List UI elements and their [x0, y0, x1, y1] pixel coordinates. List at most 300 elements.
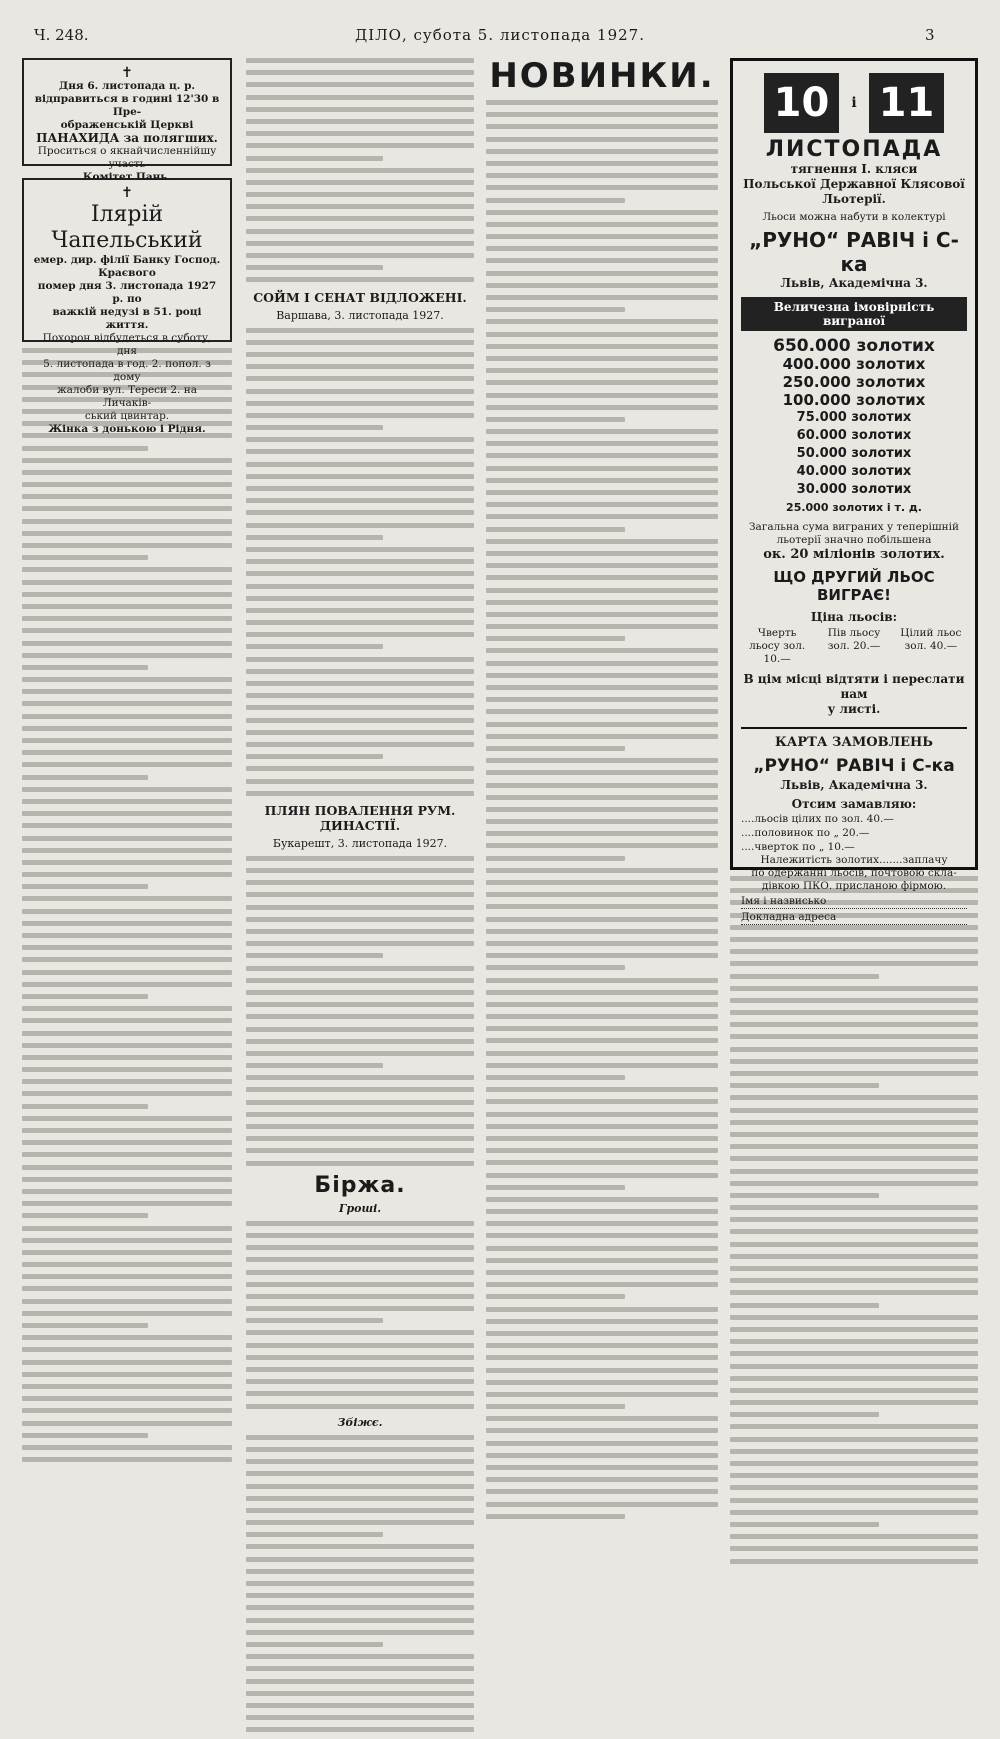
- text-line: [486, 453, 718, 458]
- text-line: [486, 441, 718, 446]
- text-line: [246, 705, 474, 710]
- order-line: Належитість золотих.......заплачу: [760, 854, 948, 866]
- text-line: [22, 714, 232, 719]
- text-line: [246, 498, 474, 503]
- text-line: [22, 1067, 232, 1072]
- text-line: [22, 945, 232, 950]
- text-line: [486, 575, 718, 580]
- text-line: [486, 1051, 718, 1056]
- text-line: [486, 917, 718, 922]
- order-intro: Отсим замавляю:: [791, 797, 917, 811]
- text-line: [246, 1379, 474, 1384]
- text-line: [486, 1331, 718, 1336]
- obit-line: важкій недузі в 51. році життя.: [52, 306, 202, 331]
- text-line: [730, 1229, 978, 1234]
- text-line: [246, 462, 474, 467]
- draw-line: Льотерії.: [822, 192, 886, 206]
- text-line: [22, 1421, 232, 1426]
- text-line: [486, 1368, 718, 1373]
- text-line: [486, 770, 718, 775]
- text-line: [486, 1124, 718, 1129]
- text-line: [730, 1351, 978, 1356]
- obit-line: Похорон відбудеться в суботу, дня: [42, 332, 212, 357]
- text-line: [22, 836, 232, 841]
- text-line: [246, 1257, 474, 1262]
- text-line: [486, 661, 718, 666]
- text-line: [246, 1100, 474, 1105]
- text-line: [22, 628, 232, 633]
- text-line: [730, 925, 978, 930]
- date-11: 11: [869, 73, 945, 133]
- text-line: [730, 1339, 978, 1344]
- text-line: [22, 592, 232, 597]
- text-line: [22, 470, 232, 475]
- text-line: [246, 742, 474, 747]
- text-line: [486, 673, 718, 678]
- text-line: [246, 730, 474, 735]
- text-line: [486, 588, 718, 593]
- text-line: [486, 990, 718, 995]
- text-line: [246, 1027, 474, 1032]
- obit-line: помер дня 3. листопада 1927 р. по: [37, 280, 217, 305]
- text-line: [486, 368, 718, 373]
- text-line: [486, 1063, 718, 1068]
- order-line[interactable]: ....половинок по „ 20.—: [741, 827, 870, 839]
- text-line: [486, 734, 718, 739]
- text-line: [246, 401, 474, 406]
- prize-line: 40.000 золотих: [796, 464, 912, 479]
- text-line: [486, 783, 718, 788]
- obit-line: Жінка з донькою і Рідня.: [48, 423, 206, 435]
- text-line: [486, 161, 718, 166]
- text-line: [730, 1534, 978, 1539]
- text-line: [486, 1221, 718, 1226]
- text-line: [22, 665, 148, 670]
- article-dateline: Варшава, 3. листопада 1927.: [276, 308, 444, 322]
- text-line: [246, 364, 474, 369]
- subsection-money: Гроші.: [338, 1201, 382, 1215]
- text-line: [486, 222, 718, 227]
- text-line: [246, 596, 474, 601]
- text-line: [246, 718, 474, 723]
- text-line: [246, 1075, 474, 1080]
- text-line: [730, 1205, 978, 1210]
- text-line: [486, 856, 625, 861]
- text-line: [730, 1278, 978, 1283]
- notice-line: Проситься о якнайчисленнійшу участь: [37, 145, 217, 170]
- text-line: [246, 1343, 474, 1348]
- text-line: [22, 1323, 148, 1328]
- text-line: [22, 1360, 232, 1365]
- text-line: [246, 1666, 474, 1671]
- text-line: [486, 356, 718, 361]
- text-line: [246, 1447, 474, 1452]
- text-line: [486, 941, 718, 946]
- price-quarter: Чверть льосу зол. 10.—: [749, 627, 806, 665]
- text-line: [486, 746, 625, 751]
- text-line: [486, 1197, 718, 1202]
- text-line: [486, 393, 718, 398]
- text-line: [730, 1388, 978, 1393]
- text-line: [730, 1412, 879, 1417]
- text-line: [246, 1544, 474, 1549]
- order-line: по одержанні льосів, почтовою скла-: [751, 867, 957, 879]
- text-line: [730, 1169, 978, 1174]
- total-line: льотерії значно побільшена: [776, 534, 932, 546]
- text-line: [486, 1026, 718, 1031]
- text-line: [246, 1245, 474, 1250]
- text-line: [730, 1522, 879, 1527]
- prize-line: 30.000 золотих: [796, 482, 912, 497]
- text-line: [730, 1217, 978, 1222]
- text-line: [22, 446, 148, 451]
- text-line: [246, 352, 474, 357]
- price-title: Ціна льосів:: [810, 610, 898, 624]
- text-line: [246, 107, 474, 112]
- text-line: [486, 1465, 718, 1470]
- page-number: 3: [925, 26, 935, 44]
- text-line: [486, 612, 718, 617]
- order-line[interactable]: ....льосів цілих по зол. 40.—: [741, 813, 894, 825]
- text-line: [730, 1193, 879, 1198]
- text-line: [486, 929, 718, 934]
- text-line: [486, 173, 718, 178]
- obit-line: емер. дир. філії Банку Господ.: [33, 254, 221, 266]
- text-line: [486, 1099, 718, 1104]
- text-line: [486, 1355, 718, 1360]
- text-line: [22, 1177, 232, 1182]
- text-line: [246, 571, 474, 576]
- text-line: [486, 1307, 718, 1312]
- column-1: [22, 58, 232, 1469]
- text-line: [22, 896, 232, 901]
- text-line: [486, 380, 718, 385]
- text-line: [486, 1428, 718, 1433]
- text-line: [486, 1038, 718, 1043]
- text-line: [246, 1520, 474, 1525]
- text-line: [22, 775, 148, 780]
- section-title-exchange: Біржа.: [314, 1172, 406, 1198]
- article-dateline: Букарешт, 3. листопада 1927.: [272, 836, 448, 850]
- text-line: [22, 641, 232, 646]
- obituary-notice: [22, 178, 232, 435]
- text-line: [246, 966, 474, 971]
- text-line: [246, 168, 474, 173]
- text-line: [486, 1319, 718, 1324]
- section-title-news: НОВИНКИ.: [489, 56, 715, 96]
- firm-name: „РУНО“ РАВІЧ і С-ка: [749, 228, 959, 276]
- text-line: [22, 1262, 232, 1267]
- text-line: [246, 1148, 474, 1153]
- news-text: [486, 100, 718, 1519]
- text-line: [22, 1031, 232, 1036]
- cut-note: у листі.: [827, 702, 881, 716]
- text-line: [246, 1039, 474, 1044]
- text-line: [246, 95, 474, 100]
- text-line: [730, 1132, 978, 1137]
- issue-number: Ч. 248.: [34, 26, 89, 44]
- text-line: [246, 1727, 474, 1732]
- date-10: 10: [764, 73, 840, 133]
- text-line: [22, 811, 232, 816]
- text-line: [246, 1435, 474, 1440]
- text-line: [22, 1286, 232, 1291]
- text-line: [22, 1165, 232, 1170]
- text-line: [246, 1508, 474, 1513]
- text-line: [730, 1437, 978, 1442]
- text-line: [22, 957, 232, 962]
- name-field[interactable]: Імя і назвисько: [741, 895, 967, 909]
- text-line: [22, 884, 148, 889]
- text-line: [246, 1112, 474, 1117]
- text-line: [486, 1441, 718, 1446]
- text-line: [486, 697, 718, 702]
- text-line: [246, 791, 474, 796]
- text-line: [246, 486, 474, 491]
- text-line: [246, 437, 474, 442]
- text-line: [486, 466, 718, 471]
- prize-line: 650.000 золотих: [773, 336, 935, 356]
- text-line: [246, 241, 474, 246]
- prize-line: 25.000 золотих і т. д.: [786, 501, 922, 514]
- text-line: [486, 722, 718, 727]
- text-line: [486, 295, 718, 300]
- text-line: [246, 978, 474, 983]
- obit-line: 5. листопада в год. 2. попол. з дому: [43, 358, 211, 383]
- text-line: [246, 389, 474, 394]
- text-line: [22, 933, 232, 938]
- text-line: [246, 1679, 474, 1684]
- text-line: [246, 868, 474, 873]
- text-line: [486, 795, 718, 800]
- text-line: [246, 328, 474, 333]
- text-line: [486, 904, 718, 909]
- text-line: [486, 1087, 718, 1092]
- order-title: КАРТА ЗАМОВЛЕНЬ: [774, 735, 934, 750]
- text-line: [22, 604, 232, 609]
- column-4: [730, 58, 978, 1571]
- text-line: [22, 1226, 232, 1231]
- notice-line: відправиться в годині 12'30 в Пре-: [34, 93, 220, 118]
- text-line: [246, 70, 474, 75]
- text-line: [246, 644, 383, 649]
- text-line: [22, 1189, 232, 1194]
- text-line: [486, 892, 718, 897]
- text-line: [486, 819, 718, 824]
- text-line: [22, 1445, 232, 1450]
- text-line: [22, 1384, 232, 1389]
- text-line: [22, 531, 232, 536]
- text-line: [486, 1477, 718, 1482]
- text-line: [246, 1654, 474, 1659]
- text-line: [22, 1055, 232, 1060]
- text-line: [730, 1144, 978, 1149]
- text-line: [246, 523, 474, 528]
- text-line: [246, 1330, 474, 1335]
- text-line: [246, 82, 474, 87]
- text-line: [486, 807, 718, 812]
- text-line: [486, 1160, 718, 1165]
- text-line: [246, 265, 383, 270]
- address-field[interactable]: Докладна адреса: [741, 911, 967, 925]
- text-line: [22, 701, 232, 706]
- text-line: [730, 1083, 879, 1088]
- order-line[interactable]: ....чверток по „ 10.—: [741, 841, 855, 853]
- text-line: [486, 1294, 625, 1299]
- notice-line: Комітет Пань.: [82, 171, 172, 183]
- text-line: [730, 986, 978, 991]
- text-line: [246, 1136, 474, 1141]
- text-line: [486, 124, 718, 129]
- text-line: [22, 750, 232, 755]
- prize-line: 50.000 золотих: [796, 446, 912, 461]
- text-line: [22, 689, 232, 694]
- text-line: [730, 949, 978, 954]
- text-line: [22, 1091, 232, 1096]
- text-line: [246, 905, 474, 910]
- text-line: [730, 1095, 978, 1100]
- total-line: Загальна сума виграних у теперішній: [749, 521, 959, 533]
- text-line: [246, 693, 474, 698]
- price-row: [741, 627, 967, 666]
- text-line: [730, 1559, 978, 1564]
- text-line: [22, 1457, 232, 1462]
- text-line: [22, 653, 232, 658]
- text-line: [22, 616, 232, 621]
- text-line: [246, 449, 474, 454]
- text-line: [246, 1294, 474, 1299]
- price-whole: Цілий льос зол. 40.—: [900, 627, 962, 652]
- text-line: [486, 185, 718, 190]
- text-line: [22, 872, 232, 877]
- text-line: [486, 1502, 718, 1507]
- text-line: [730, 1071, 978, 1076]
- text-line: [246, 253, 474, 258]
- prize-line: 60.000 золотих: [796, 428, 912, 443]
- text-line: [22, 1238, 232, 1243]
- text-line: [246, 990, 474, 995]
- text-line: [246, 856, 474, 861]
- text-line: [22, 1311, 232, 1316]
- text-line: [22, 567, 232, 572]
- text-line: [246, 681, 474, 686]
- text-line: [730, 1510, 978, 1515]
- text-line: [246, 376, 474, 381]
- prize-line: 100.000 золотих: [782, 391, 926, 409]
- text-line: [246, 1051, 474, 1056]
- text-line: [486, 246, 718, 251]
- text-line: [730, 1290, 978, 1295]
- text-line: [730, 1156, 978, 1161]
- text-line: [246, 192, 474, 197]
- cross-icon: ✝: [121, 185, 133, 201]
- text-line: [246, 1703, 474, 1708]
- text-line: [22, 787, 232, 792]
- text-line: [246, 1014, 474, 1019]
- text-line: [22, 1018, 232, 1023]
- text-line: [730, 1059, 978, 1064]
- text-line: [486, 1148, 718, 1153]
- text-line: [486, 1343, 718, 1348]
- cross-icon: ✝: [121, 65, 133, 81]
- text-line: [22, 738, 232, 743]
- text-line: [246, 425, 383, 430]
- text-line: [486, 600, 718, 605]
- text-line: [246, 547, 474, 552]
- text-line: [22, 848, 232, 853]
- text-line: [486, 149, 718, 154]
- cut-note: В цім місці відтяти і переслати нам: [743, 672, 965, 701]
- text-line: [486, 978, 718, 983]
- text-line: [246, 1691, 474, 1696]
- prize-line: 75.000 золотих: [796, 410, 912, 425]
- draw-line: тягнення І. кляси: [790, 162, 918, 176]
- text-line: [730, 1181, 978, 1186]
- text-line: [486, 1404, 625, 1409]
- text-line: [730, 961, 978, 966]
- text-line: [22, 994, 148, 999]
- text-line: [486, 1270, 718, 1275]
- text-line: [730, 1473, 978, 1478]
- text-line: [486, 843, 718, 848]
- text-line: [486, 1173, 718, 1178]
- order-address: Львів, Академічна 3.: [780, 778, 928, 792]
- text-line: [22, 1347, 232, 1352]
- price-half: Пів льосу зол. 20.—: [827, 627, 881, 652]
- text-line: [22, 519, 232, 524]
- text-line: [246, 892, 474, 897]
- text-line: [486, 648, 718, 653]
- text-line: [246, 1367, 474, 1372]
- text-line: [486, 307, 625, 312]
- text-line: [730, 1120, 978, 1125]
- text-line: [486, 332, 718, 337]
- text-line: [730, 1461, 978, 1466]
- lottery-advertisement: [730, 58, 978, 923]
- text-line: [246, 277, 474, 282]
- deceased-name: Ілярій Чапельський: [51, 202, 203, 253]
- text-line: [22, 458, 232, 463]
- text-line: [486, 539, 718, 544]
- prize-line: 400.000 золотих: [782, 355, 926, 373]
- text-line: [486, 490, 718, 495]
- text-line: [486, 758, 718, 763]
- text-line: [246, 1306, 474, 1311]
- text-line: [246, 156, 383, 161]
- text-line: [22, 506, 232, 511]
- text-line: [486, 527, 625, 532]
- text-line: [486, 868, 718, 873]
- text-line: [486, 831, 718, 836]
- text-line: [22, 1372, 232, 1377]
- text-line: [486, 1514, 625, 1519]
- text-line: [246, 1484, 474, 1489]
- text-line: [22, 799, 232, 804]
- notice-line: ображенській Церкві: [60, 119, 194, 131]
- text-line: [246, 766, 474, 771]
- text-line: [486, 624, 718, 629]
- text-line: [246, 1161, 474, 1166]
- text-line: [486, 965, 625, 970]
- firm-address: Львів, Академічна 3.: [780, 276, 928, 290]
- obit-line: ський цвинтар.: [84, 410, 170, 422]
- text-line: [486, 319, 718, 324]
- text-line: [246, 535, 383, 540]
- text-line: [22, 860, 232, 865]
- text-line: [246, 216, 474, 221]
- article-text: [246, 58, 474, 282]
- probability-banner: Величезна імовірність виграної: [741, 297, 967, 331]
